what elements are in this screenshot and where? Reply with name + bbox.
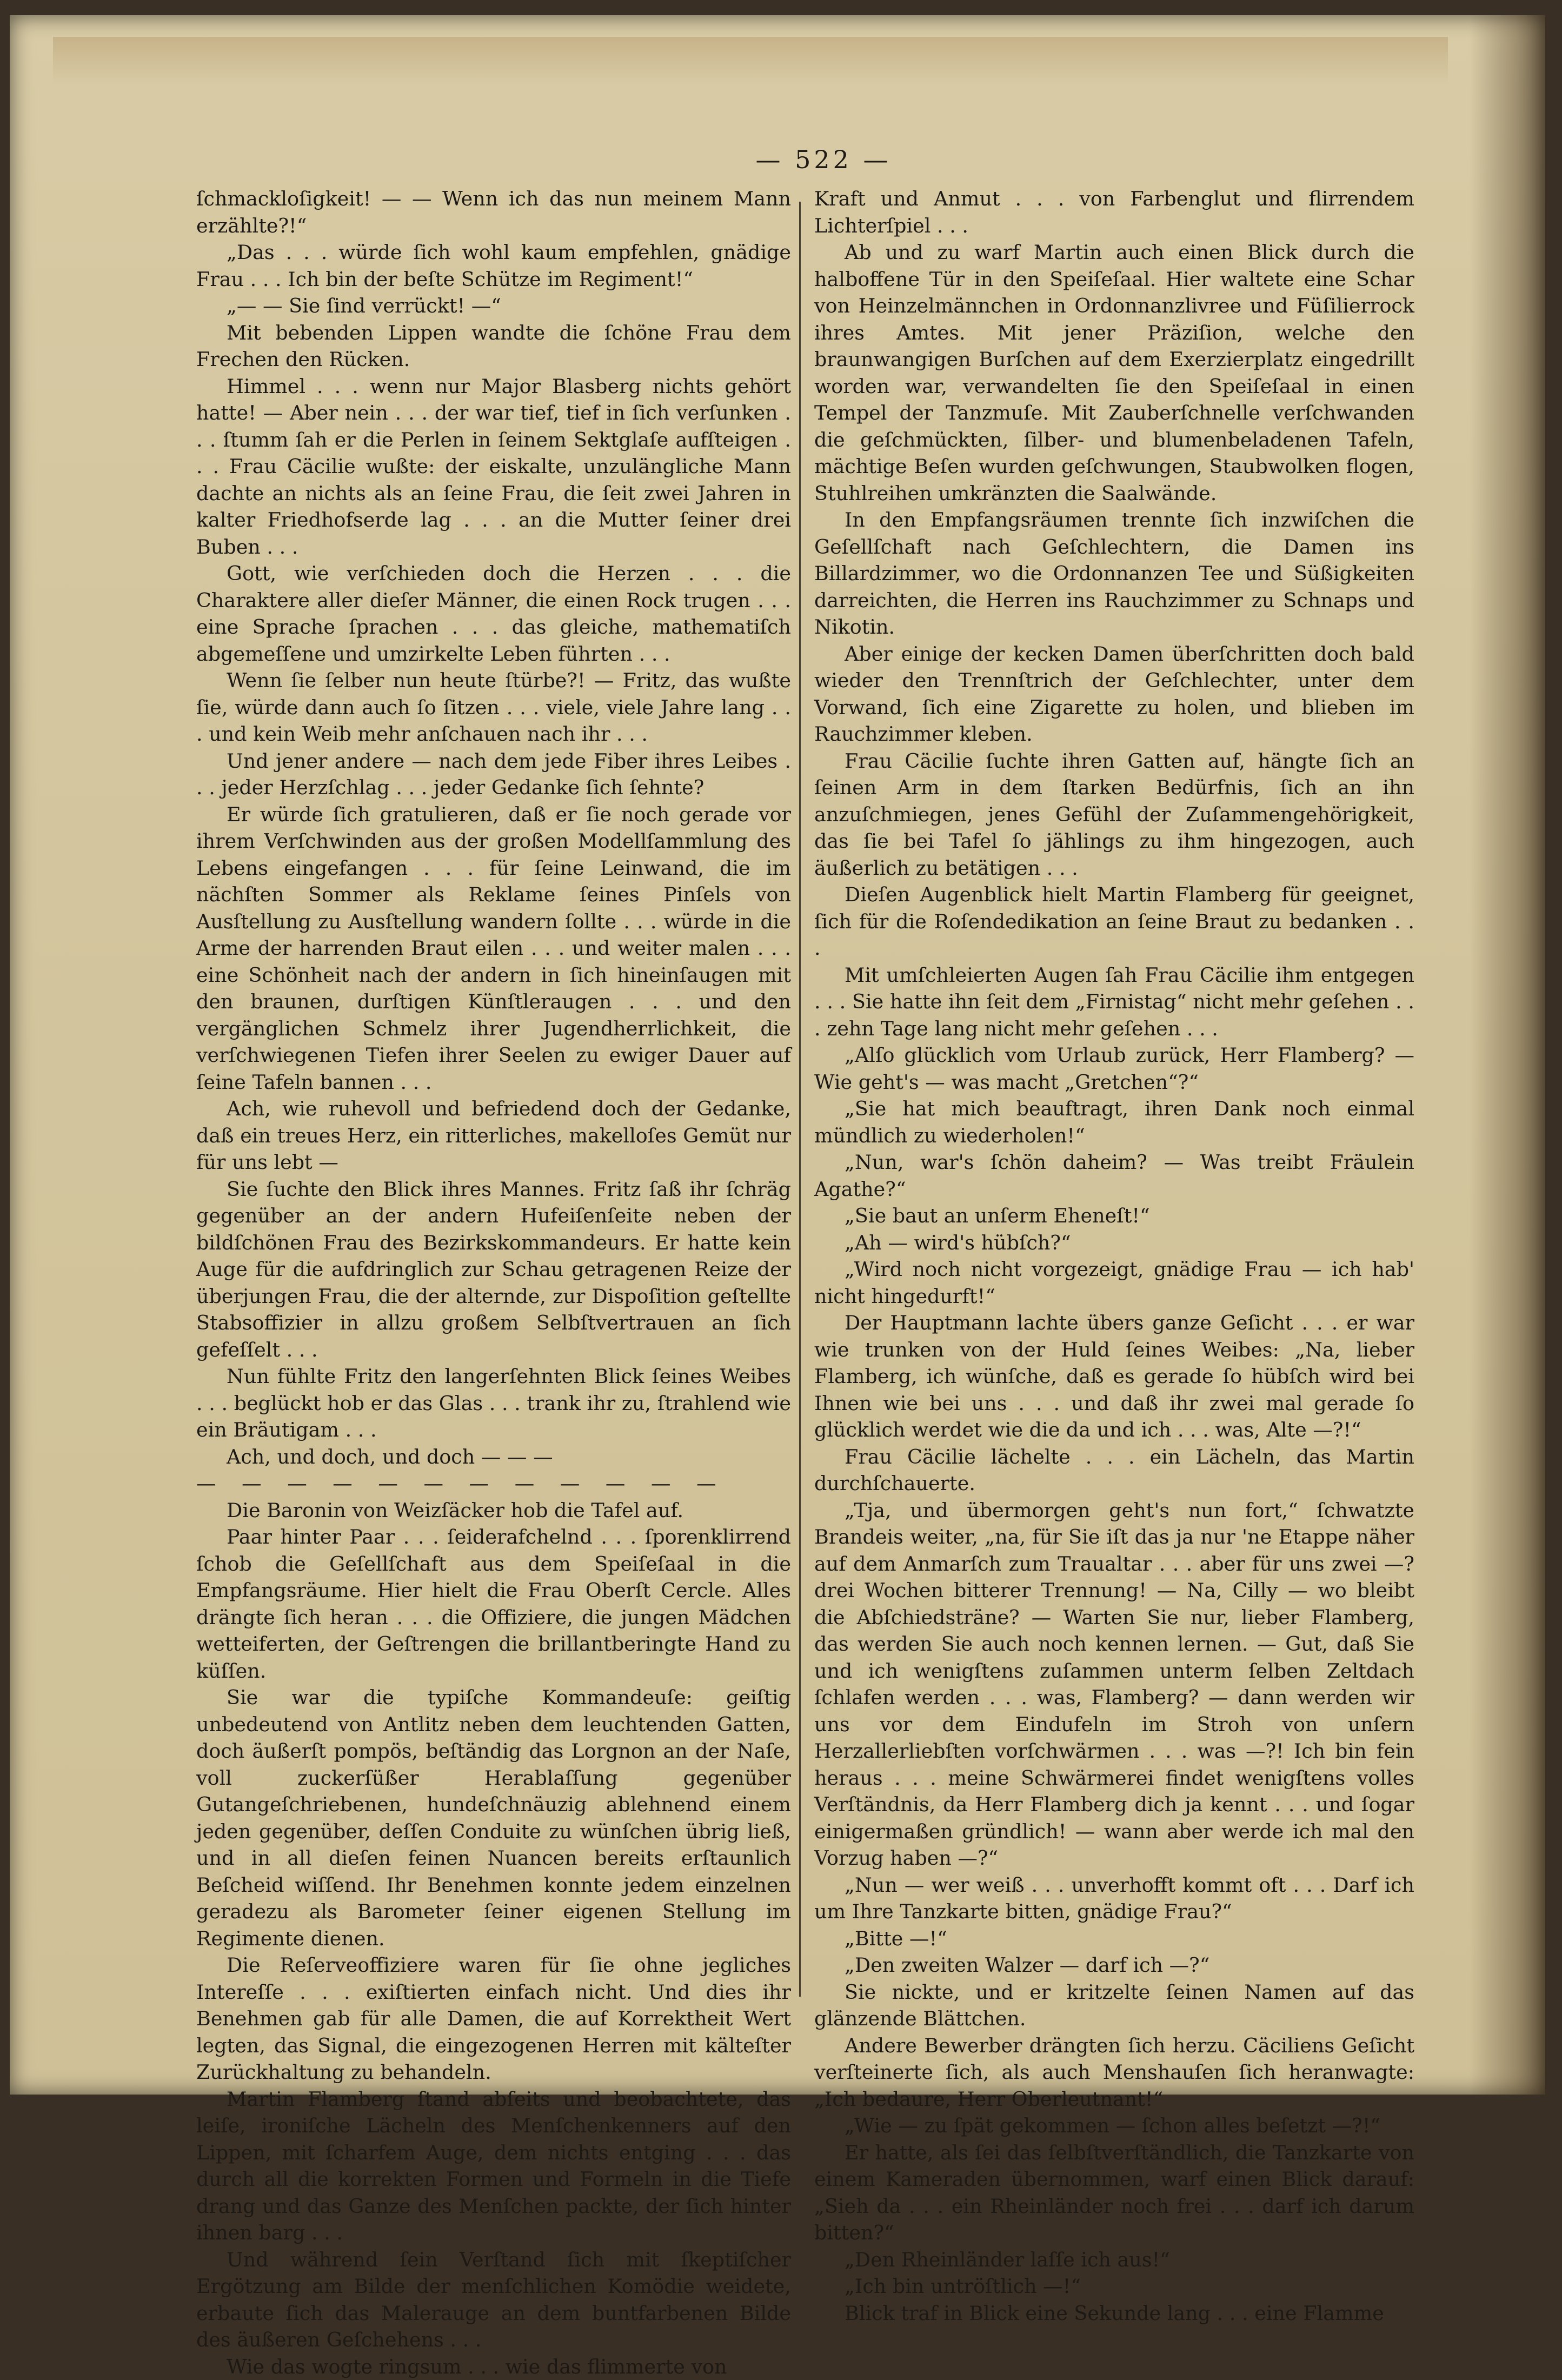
- paragraph: Ach, wie ruhevoll und befriedend doch der Gedanke, daß ein treues Herz, ein ritterliches, makelloſes Gemüt nur für uns lebt —: [196, 1095, 791, 1176]
- book-page: [10, 15, 1545, 2095]
- paragraph: „Tja, und übermorgen geht's nun fort,“ ſchwatzte Brandeis weiter, „na, für Sie iſt das ja nur 'ne Etappe näher auf dem Anmarſch zum Traualtar . . . aber für uns zwei —? drei Wochen bitterer Trennung! — Na, Cilly — wo bleibt die Abſchiedsträne? — Warten Sie nur, lieber Flamberg, das werden Sie auch noch kennen lernen. — Gut, daß Sie und ich wenigſtens zuſammen unterm ſelben Zeltdach ſchlafen werden . . . was, Flamberg? — dann werden wir uns vor dem Eindufeln im Stroh von unſern Herzallerliebſten vorſchwärmen . . . was —?! Ich bin fein heraus . . . meine Schwärmerei findet wenigſtens volles Verſtändnis, da Herr Flamberg dich ja kennt . . . und ſogar einigermaßen gründlich! — wann aber werde ich mal den Vorzug haben —?“: [814, 1497, 1414, 1872]
- paragraph: Frau Cäcilie ſuchte ihren Gatten auf, hängte ſich an ſeinen Arm in dem ſtarken Bedürfnis, ſich an ihn anzuſchmiegen, jenes Gefühl der Zuſammengehörigkeit, das ſie bei Tafel ſo jählings zu ihm hingezogen, auch äußerlich zu betätigen . . .: [814, 748, 1414, 882]
- paragraph: Sie war die typiſche Kommandeuſe: geiſtig unbedeutend von Antlitz neben dem leuchtenden Gatten, doch äußerſt pompös, beſtändig das Lorgnon an der Naſe, voll zuckerſüßer Herablaſſung gegenüber Gutangeſchriebenen, hundeſchnäuzig ablehnend einem jeden gegenüber, deſſen Conduite zu wünſchen übrig ließ, und in all dieſen feinen Nuancen bereits erſtaunlich Beſcheid wiſſend. Ihr Benehmen konnte jedem einzelnen geradezu als Barometer ſeiner eigenen Stellung im Regimente dienen.: [196, 1684, 791, 1952]
- paragraph: „Sie hat mich beauftragt, ihren Dank noch einmal mündlich zu wiederholen!“: [814, 1095, 1414, 1149]
- paragraph: Die Baronin von Weizſäcker hob die Tafel auf.: [196, 1497, 791, 1524]
- paragraph: Ach, und doch, und doch — — —: [196, 1444, 791, 1471]
- paragraph: „Den Rheinländer laſſe ich aus!“: [814, 2246, 1414, 2273]
- paragraph: Wenn ſie ſelber nun heute ſtürbe?! — Fritz, das wußte ſie, würde dann auch ſo ſitzen . . . viele, viele Jahre lang . . . und kein Weib mehr anſchauen nach ihr . . .: [196, 667, 791, 748]
- paragraph: „Das . . . würde ſich wohl kaum empfehlen, gnädige Frau . . . Ich bin der beſte Schütze im Regiment!“: [196, 239, 791, 292]
- paragraph: „Alſo glücklich vom Urlaub zurück, Herr Flamberg? — Wie geht's — was macht „Gretchen“?“: [814, 1042, 1414, 1095]
- paragraph: „Den zweiten Walzer — darf ich —?“: [814, 1952, 1414, 1979]
- paragraph: „Ich bin untröſtlich —!“: [814, 2273, 1414, 2300]
- paragraph: Gott, wie verſchieden doch die Herzen . . . die Charaktere aller dieſer Männer, die einen Rock trugen . . . eine Sprache ſprachen . . . das gleiche, mathematiſch abgemeſſene und umzirkelte Leben führten . . .: [196, 560, 791, 667]
- paragraph: Wie das wogte ringsum . . . wie das flimmerte von: [196, 2354, 791, 2380]
- paragraph: Paar hinter Paar . . . ſeiderafchelnd . . . ſporenklirrend ſchob die Geſellſchaft aus dem Speiſeſaal in die Empfangsräume. Hier hielt die Frau Oberſt Cercle. Alles drängte ſich heran . . . die Offiziere, die jungen Mädchen wetteiferten, der Geſtrengen die brillantberingte Hand zu küſſen.: [196, 1524, 791, 1684]
- paragraph: „Sie baut an unſerm Eheneſt!“: [814, 1202, 1414, 1229]
- paragraph: Mit bebenden Lippen wandte die ſchöne Frau dem Frechen den Rücken.: [196, 320, 791, 373]
- paragraph: In den Empfangsräumen trennte ſich inzwiſchen die Geſellſchaft nach Geſchlechtern, die Damen ins Billardzimmer, wo die Ordonnanzen Tee und Süßigkeiten darreichten, die Herren ins Rauchzimmer zu Schnaps und Nikotin.: [814, 507, 1414, 641]
- paragraph: Der Hauptmann lachte übers ganze Geſicht . . . er war wie trunken von der Huld ſeines Weibes: „Na, lieber Flamberg, ich wünſche, daß es gerade ſo hübſch wird bei Ihnen wie bei uns . . . und daß ihr zwei mal gerade ſo glücklich werdet wie die da und ich . . . was, Alte —?!“: [814, 1309, 1414, 1444]
- paragraph: Die Reſerveoffiziere waren für ſie ohne jegliches Intereſſe . . . exiſtierten einfach nicht. Und dies ihr Benehmen gab für alle Damen, die auf Korrektheit Wert legten, das Signal, die eingezogenen Herren mit kälteſter Zurückhaltung zu behandeln.: [196, 1952, 791, 2086]
- paragraph: Und während ſein Verſtand ſich mit ſkeptiſcher Ergötzung am Bilde der menſchlichen Komödie weidete, erbaute ſich das Malerauge an dem buntfarbenen Bilde des äußeren Geſchehens . . .: [196, 2246, 791, 2354]
- paragraph: „Nun, war's ſchön daheim? — Was treibt Fräulein Agathe?“: [814, 1149, 1414, 1202]
- book-spine-shadow: [1470, 15, 1545, 2095]
- page-number: — 522 —: [742, 145, 905, 174]
- paragraph: Er hatte, als ſei das ſelbſtverſtändlich, die Tanzkarte von einem Kameraden übernommen, warf einen Blick darauf: „Sieh da . . . ein Rheinländer noch frei . . . darf ich darum bitten?“: [814, 2139, 1414, 2246]
- section-separator: — — — — — — — — — — — —: [196, 1470, 791, 1497]
- paragraph: Ab und zu warf Martin auch einen Blick durch die halboffene Tür in den Speiſeſaal. Hier waltete eine Schar von Heinzelmännchen in Ordonnanzlivree und Füſilierrock ihres Amtes. Mit jener Präziſion, welche den braunwangigen Burſchen auf dem Exerzierplatz eingedrillt worden war, verwandelten ſie den Speiſeſaal in einen Tempel der Tanzmuſe. Mit Zauberſchnelle verſchwanden die geſchmückten, ſilber- und blumenbeladenen Tafeln, mächtige Beſen wurden geſchwungen, Staubwolken flogen, Stuhlreihen umkränzten die Saalwände.: [814, 239, 1414, 507]
- paragraph: Mit umſchleierten Augen ſah Frau Cäcilie ihm entgegen . . . Sie hatte ihn ſeit dem „Firnistag“ nicht mehr geſehen . . . zehn Tage lang nicht mehr geſehen . . .: [814, 962, 1414, 1042]
- paragraph: Andere Bewerber drängten ſich herzu. Cäciliens Geſicht verſteinerte ſich, als auch Menshauſen ſich heranwagte: „Ich bedaure, Herr Oberleutnant!“: [814, 2032, 1414, 2113]
- paragraph: Aber einige der kecken Damen überſchritten doch bald wieder den Trennſtrich der Geſchlechter, unter dem Vorwand, ſich eine Zigarette zu holen, und blieben im Rauchzimmer kleben.: [814, 641, 1414, 748]
- paragraph: Und jener andere — nach dem jede Fiber ihres Leibes . . . jeder Herzſchlag . . . jeder Gedanke ſich ſehnte?: [196, 748, 791, 801]
- paragraph: „Ah — wird's hübſch?“: [814, 1229, 1414, 1257]
- paragraph: „— — Sie ſind verrückt! —“: [196, 292, 791, 320]
- paragraph: „Nun — wer weiß . . . unverhofft kommt oft . . . Darf ich um Ihre Tanzkarte bitten, gnädige Frau?“: [814, 1872, 1414, 1925]
- paragraph: Blick traf in Blick eine Sekunde lang . . . eine Flamme: [814, 2300, 1414, 2327]
- paragraph: Er würde ſich gratulieren, daß er ſie noch gerade vor ihrem Verſchwinden aus der großen Modellſammlung des Lebens eingefangen . . . für ſeine Leinwand, die im nächſten Sommer als Reklame ſeines Pinſels von Ausſtellung zu Ausſtellung wandern ſollte . . . würde in die Arme der harrenden Braut eilen . . . und weiter malen . . . eine Schönheit nach der andern in ſich hineinſaugen mit den braunen, durſtigen Künſtleraugen . . . und den vergänglichen Schmelz ihrer Jugendherrlichkeit, die verſchwiegenen Tiefen ihrer Seelen zu ewiger Dauer auf ſeine Tafeln bannen . . .: [196, 801, 791, 1096]
- column-divider: [799, 202, 801, 1997]
- paragraph: „Wird noch nicht vorgezeigt, gnädige Frau — ich hab' nicht hingedurft!“: [814, 1256, 1414, 1309]
- paragraph: Martin Flamberg ſtand abſeits und beobachtete, das leiſe, ironiſche Lächeln des Menſchenkenners auf den Lippen, mit ſcharfem Auge, dem nichts entging . . . das durch all die korrekten Formen und Formeln in die Tiefe drang und das Ganze des Menſchen packte, der ſich hinter ihnen barg . . .: [196, 2086, 791, 2246]
- paragraph: Dieſen Augenblick hielt Martin Flamberg für geeignet, ſich für die Roſendedikation an ſeine Braut zu bedanken . . .: [814, 881, 1414, 962]
- paragraph: Kraft und Anmut . . . von Farbenglut und flirrendem Lichterſpiel . . .: [814, 185, 1414, 239]
- paragraph: Nun fühlte Fritz den langerſehnten Blick ſeines Weibes . . . beglückt hob er das Glas . . . trank ihr zu, ſtrahlend wie ein Bräutigam . . .: [196, 1363, 791, 1444]
- paragraph: Sie nickte, und er kritzelte ſeinen Namen auf das glänzende Blättchen.: [814, 1979, 1414, 2032]
- page-top-stain: [53, 37, 1448, 85]
- paragraph: Himmel . . . wenn nur Major Blasberg nichts gehört hatte! — Aber nein . . . der war tief, tief in ſich verſunken . . . ſtumm ſah er die Perlen in ſeinem Sektglaſe aufſteigen . . . Frau Cäcilie wußte: der eiskalte, unzulängliche Mann dachte an nichts als an ſeine Frau, die ſeit zwei Jahren in kalter Friedhofserde lag . . . an die Mutter ſeiner drei Buben . . .: [196, 373, 791, 561]
- paragraph: Frau Cäcilie lächelte . . . ein Lächeln, das Martin durchſchauerte.: [814, 1444, 1414, 1497]
- paragraph: „Bitte —!“: [814, 1925, 1414, 1952]
- paragraph: Sie ſuchte den Blick ihres Mannes. Fritz ſaß ihr ſchräg gegenüber an der andern Hufeiſenſeite neben der bildſchönen Frau des Bezirkskommandeurs. Er hatte kein Auge für die aufdringlich zur Schau getragenen Reize der überjungen Frau, die der alternde, zur Dispoſition geſtellte Stabsoffizier in allzu großem Selbſtvertrauen an ſich gefeſſelt . . .: [196, 1176, 791, 1364]
- right-column: [814, 185, 1414, 1975]
- left-column: [196, 185, 791, 1975]
- paragraph: „Wie — zu ſpät gekommen — ſchon alles beſetzt —?!“: [814, 2112, 1414, 2139]
- paragraph: ſchmackloſigkeit! — — Wenn ich das nun meinem Mann erzählte?!“: [196, 185, 791, 239]
